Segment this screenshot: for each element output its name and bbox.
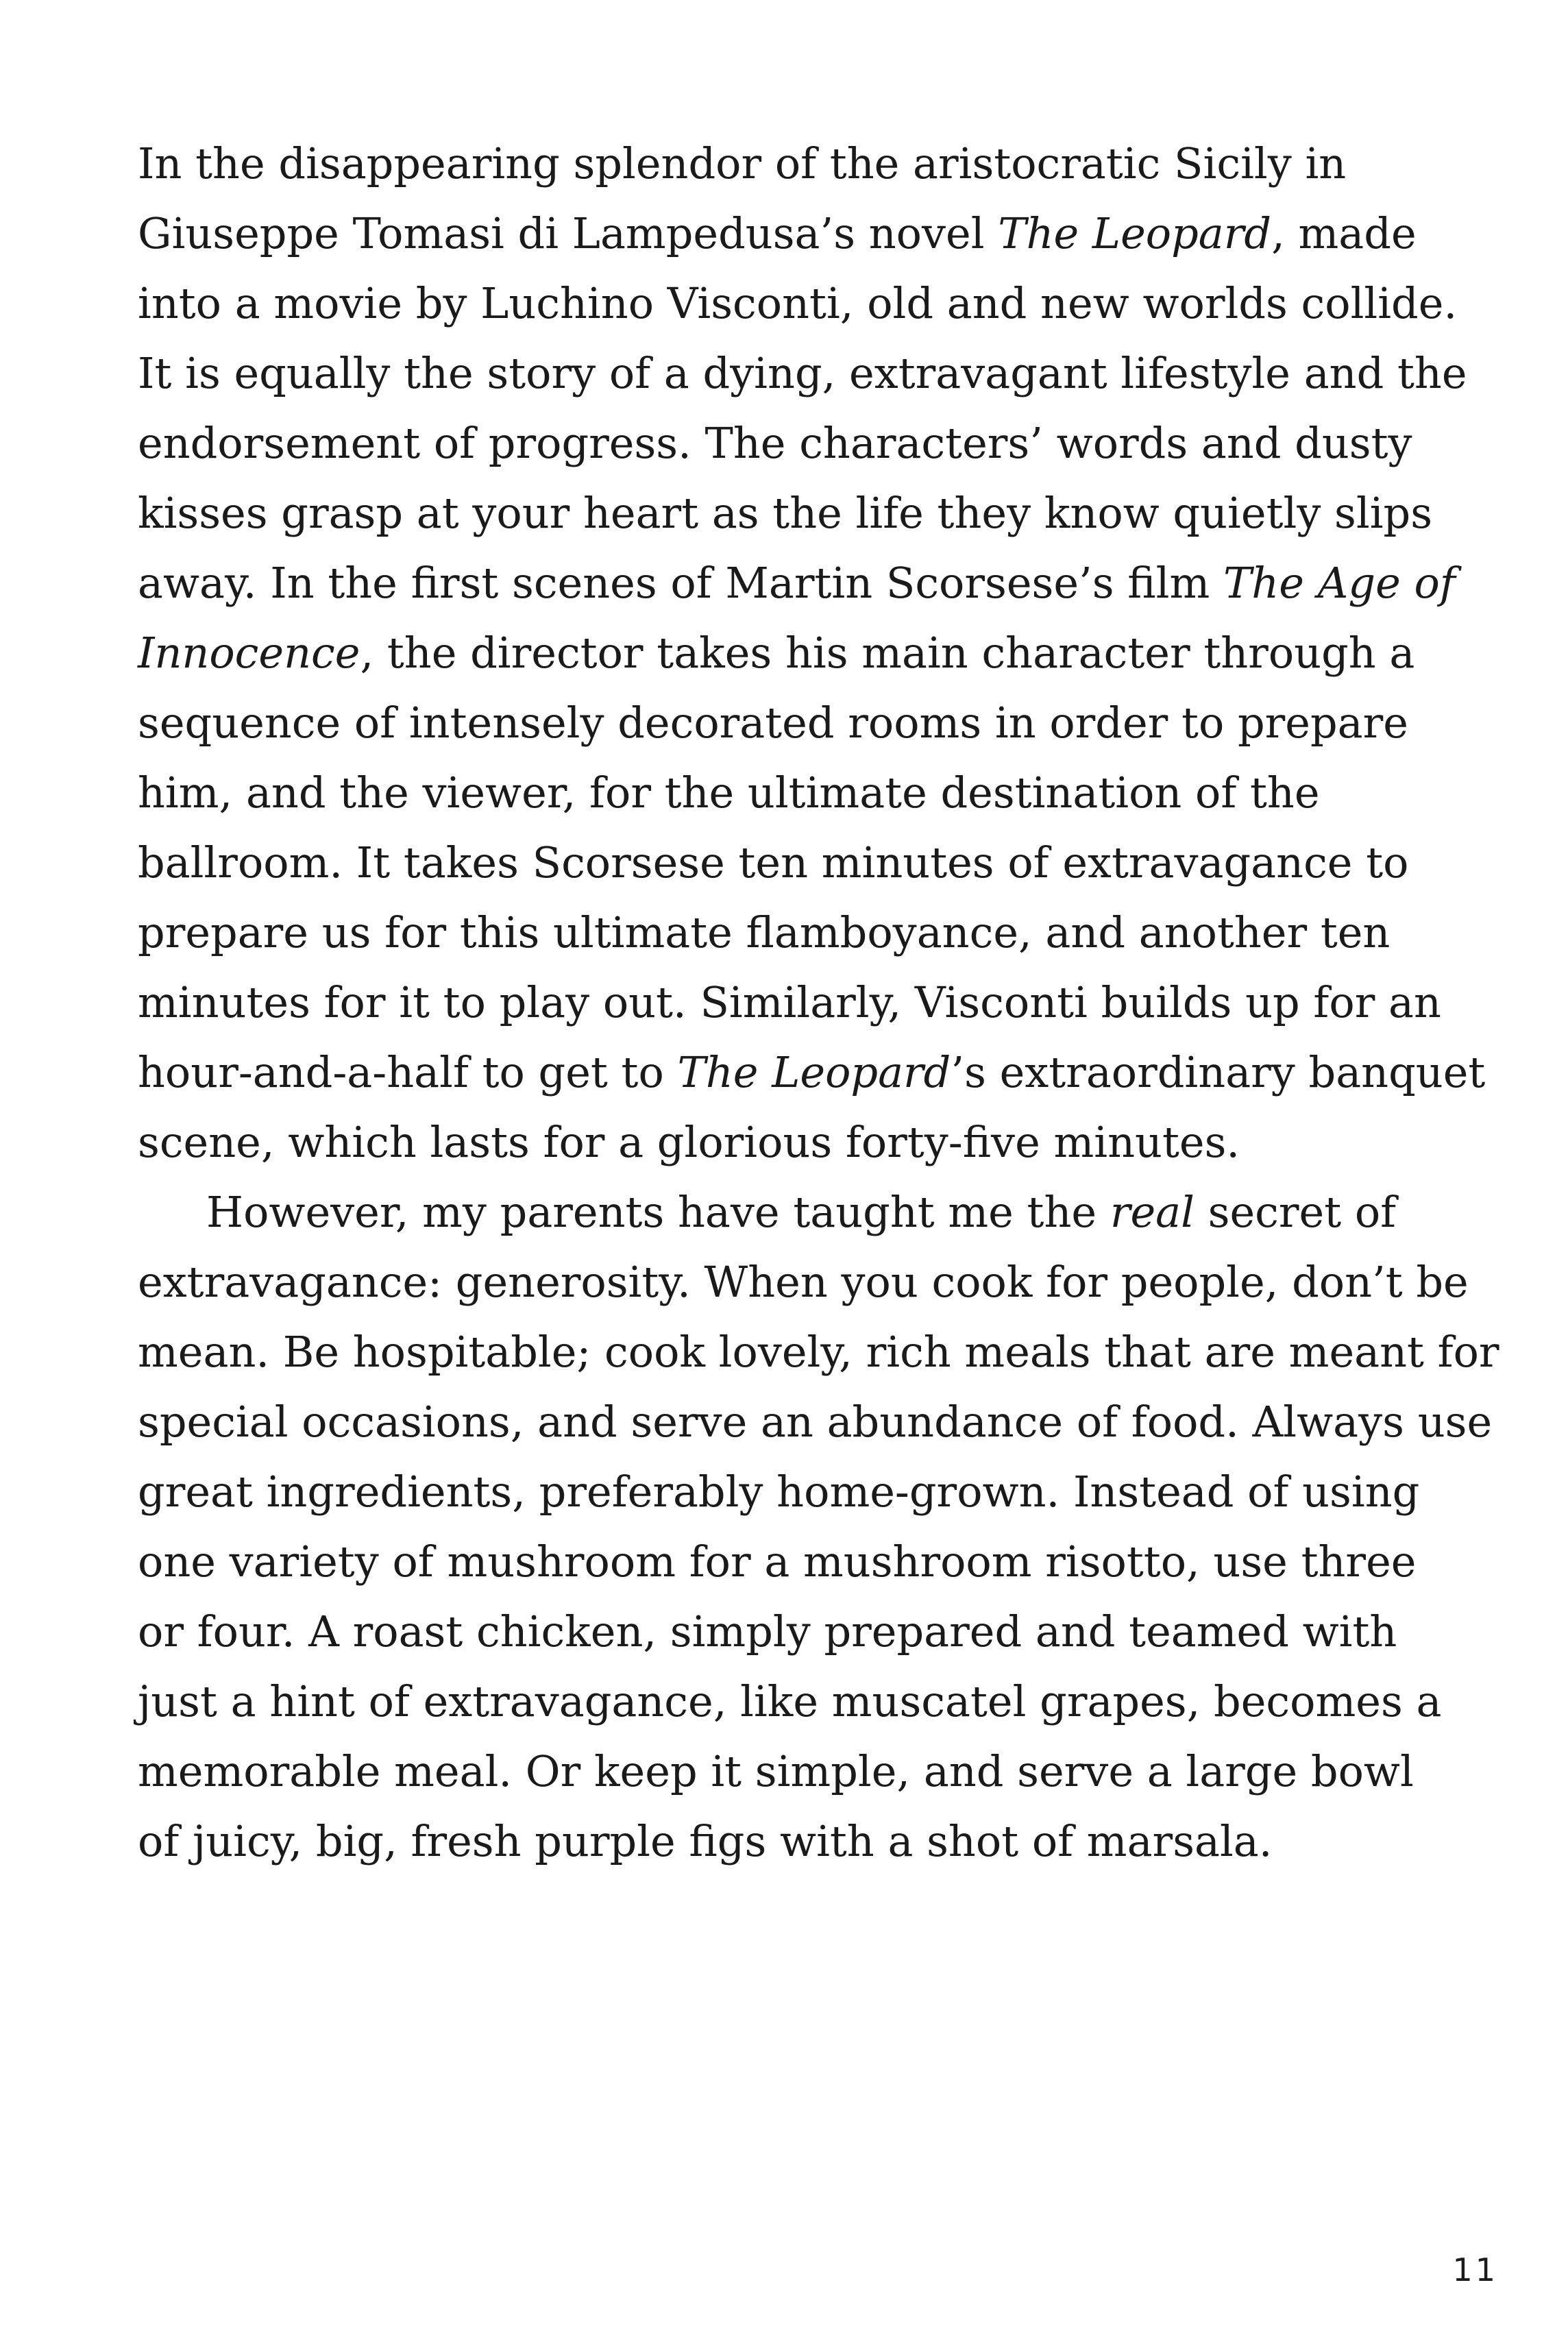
- text-line: memorable meal. Or keep it simple, and serve a large bowl: [138, 1746, 1414, 1796]
- text-line: away. In the first scenes of Martin Scorsese’s film The Age of: [138, 558, 1456, 608]
- text-line: endorsement of progress. The characters’ words and dusty: [138, 418, 1412, 468]
- text-line: kisses grasp at your heart as the life they know quietly slips: [138, 488, 1433, 538]
- text-line: It is equally the story of a dying, extravagant lifestyle and the: [138, 348, 1467, 398]
- italic-text: The Leopard: [677, 1047, 951, 1097]
- paragraph-1: [138, 129, 1486, 1177]
- text-line: sequence of intensely decorated rooms in order to prepare: [138, 698, 1408, 748]
- text-line: just a hint of extravagance, like muscatel grapes, becomes a: [138, 1676, 1442, 1726]
- text-line: mean. Be hospitable; cook lovely, rich meals that are meant for: [138, 1327, 1499, 1377]
- text-line: of juicy, big, fresh purple figs with a shot of marsala.: [138, 1816, 1273, 1866]
- italic-text: The Leopard: [998, 208, 1272, 258]
- text-line: him, and the viewer, for the ultimate destination of the: [138, 768, 1320, 818]
- text-line: minutes for it to play out. Similarly, Visconti builds up for an: [138, 977, 1441, 1027]
- page-number: 11: [1452, 2251, 1498, 2288]
- text-line: hour-and-a-half to get to The Leopard’s extraordinary banquet: [138, 1047, 1486, 1097]
- text-line: extravagance: generosity. When you cook for people, don’t be: [138, 1257, 1469, 1307]
- text-line: Innocence, the director takes his main character through a: [138, 628, 1415, 678]
- text-line: special occasions, and serve an abundance of food. Always use: [138, 1397, 1493, 1447]
- text-line: ballroom. It takes Scorsese ten minutes of extravagance to: [138, 838, 1409, 888]
- text-line: or four. A roast chicken, simply prepared and teamed with: [138, 1606, 1397, 1656]
- text-line: However, my parents have taught me the real secret of: [206, 1187, 1397, 1237]
- text-line: Giuseppe Tomasi di Lampedusa’s novel The Leopard, made: [138, 208, 1417, 258]
- text-line: prepare us for this ultimate flamboyance, and another ten: [138, 907, 1391, 957]
- text-line: into a movie by Luchino Visconti, old and new worlds collide.: [138, 278, 1458, 328]
- text-line: In the disappearing splendor of the aristocratic Sicily in: [138, 138, 1347, 188]
- text-line: one variety of mushroom for a mushroom risotto, use three: [138, 1537, 1417, 1587]
- text-line: great ingredients, preferably home-grown. Instead of using: [138, 1467, 1420, 1517]
- body-text: [138, 129, 1499, 1876]
- paragraph-2: [138, 1177, 1499, 1876]
- italic-text: real: [1110, 1187, 1195, 1237]
- italic-text: The Age of: [1223, 558, 1456, 608]
- text-line: scene, which lasts for a glorious forty-five minutes.: [138, 1117, 1240, 1167]
- italic-text: Innocence: [138, 628, 360, 678]
